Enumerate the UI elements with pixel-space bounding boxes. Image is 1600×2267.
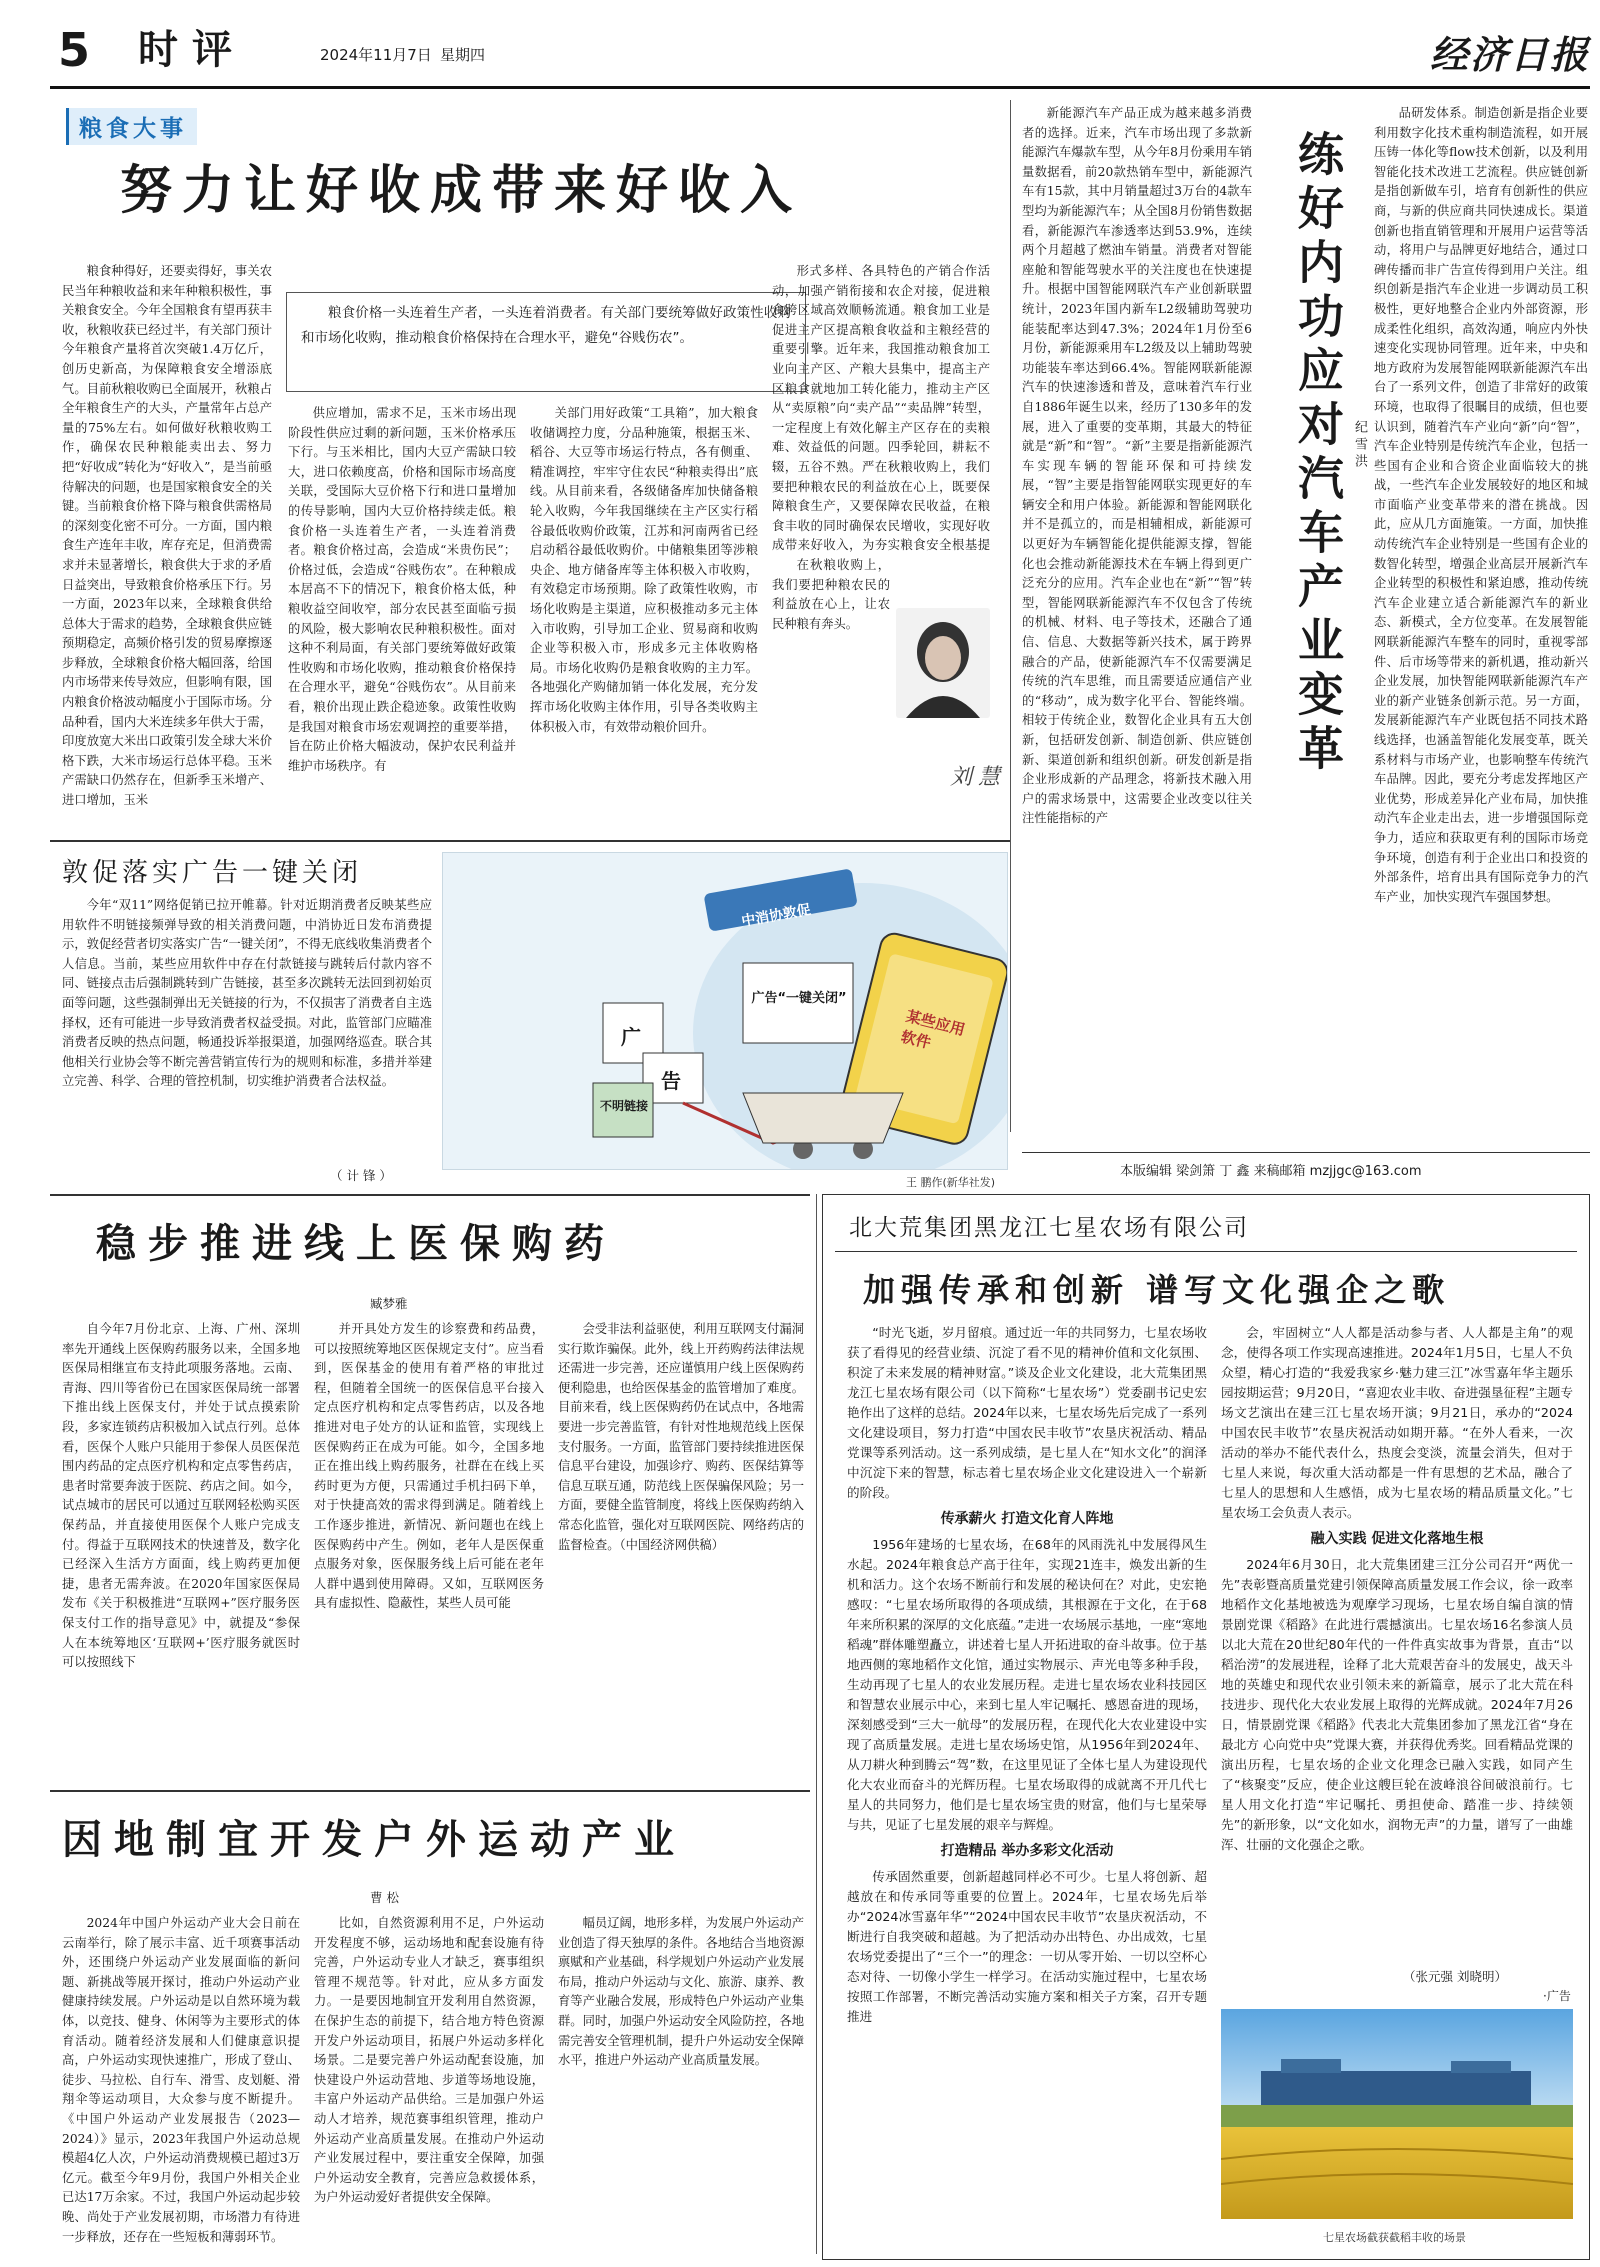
advertorial-paragraph: 会，牢固树立“人人都是活动参与者、人人都是主角”的观念，使得各项工作实现高速推进。2024年1月5日，七星人不负众望，精心打造的“我爱我家乡·魅力建三江”冰雪嘉年华主题乐园按期运营；9月20日，“喜迎农业丰收、奋进强垦征程”主题专场文艺演出在建三江七星农场开演；9月21日，承办的“2024中国农民丰收节”农垦庆祝活动如期开幕。“在外人看来，一次活动的举办不能代表什么，热度会变淡，流量会消失，但对于七星人来说，每次重大活动都是一件有思想的艺术品，融合了七星人的思想和人生感悟，成为七星农场的精品质量文化。”七星农场工会负责人表示。 bbox=[1221, 1325, 1573, 1520]
author-portrait bbox=[896, 608, 990, 718]
issue-weekday: 星期四 bbox=[440, 46, 486, 64]
column-tag bbox=[66, 108, 197, 145]
article5-paragraph: 比如，自然资源利用不足，户外运动开发程度不够，运动场地和配套设施有待完善，户外运动专业人才缺乏，赛事组织管理不规范等。针对此，应从多方面发力。一是要因地制宜开发利用自然资源，在保护生态的前提下，结合地方特色资源开发户外运动项目，拓展户外运动多样化场景。二是要完善户外运动配套设施，加快建设户外运动营地、步道等场地设施，丰富户外运动产品供给。三是加强户外运动人才培养，规范赛事组织管理，推动户外运动产业高质量发展。在推动户外运动产业发展过程中，要注重安全保障，加强户外运动安全教育，完善应急救援体系，为户外运动爱好者提供安全保障。 bbox=[314, 1916, 544, 2205]
lead-box bbox=[286, 292, 806, 392]
cartoon-caption: 王 鹏作(新华社发) bbox=[906, 1176, 996, 1189]
article2-title: 练好内功应对汽车产业变革 bbox=[1291, 130, 1345, 778]
column-divider bbox=[1010, 100, 1011, 1132]
page-number: 5 bbox=[58, 23, 91, 77]
advertorial-subhead-1: 传承薪火 打造文化育人阵地 bbox=[940, 1511, 1114, 1527]
footer-rule bbox=[1022, 1152, 1590, 1153]
section-name: 时评 bbox=[138, 27, 246, 73]
article3-title: 敦促落实广告一键关闭 bbox=[62, 858, 363, 888]
article5-top-rule bbox=[50, 1790, 810, 1792]
article4-paragraph: 并开具处方发生的诊察费和药品费，可以按照统筹地区医保规定支付”。应当看到，医保基金的使用有着严格的审批过程，但随着全国统一的医保信息平台接入定点医疗机构和定点零售药店，以及各地推进对电子处方的认证和监管，实现线上医保购药正在成为可能。如今，全国多地正在推出线上购药服务，社群在在线上买药时更为方便，只需通过手机扫码下单，对于快捷高效的需求得到满足。随着线上工作逐步推进，新情况、新问题也在线上医保购药中产生。例如，老年人是医保重点服务对象，医保服务线上后可能在老年人群中遇到使用障碍。又如，互联网医务具有虚拟性、隐蔽性，某些人员可能 bbox=[314, 1322, 544, 1611]
article4-title: 稳步推进线上医保购药 bbox=[96, 1221, 616, 1267]
article4-paragraph: 会受非法利益驱使，利用互联网支付漏洞实行欺诈骗保。此外，线上开药购药法律法规还需进一步完善，还应谨慎用户线上医保购药便利隐患，也给医保基金的监管增加了难度。目前来看，线上医保购药仍在试点中，各地需要进一步完善监管，有针对性地规范线上医保支付服务。一方面，监管部门要持续推进医保信息平台建设，加强诊疗、购药、医保结算等信息互联互通，防范线上医保骗保风险；另一方面，要健全监管制度，将线上医保购药纳入常态化监管，强化对互联网医院、网络药店的监督检查。（中国经济网供稿） bbox=[558, 1322, 804, 1552]
cartoon-badge-text: 中消协敦促 bbox=[740, 902, 813, 930]
article1-paragraph: 在秋粮收购上，我们要把种粮农民的利益放在心上，让农民种粮有奔头。 bbox=[772, 558, 890, 631]
advertorial-title: 加强传承和创新 谱写文化强企之歌 bbox=[863, 1271, 1451, 1309]
article4-top-rule bbox=[50, 1194, 810, 1196]
article1-paragraph: 供应增加，需求不足，玉米市场出现阶段性供应过剩的新问题，玉米价格承压下行。与玉米相比，国内大豆产需缺口较大，进口依赖度高，价格和国际市场高度关联，受国际大豆价格下行和进口量增加的传导影响，国内大豆价格持续走低。粮食价格一头连着生产者，一头连着消费者。粮食价格过高，会造成“米贵伤民”；价格过低，会造成“谷贱伤农”。在种粮成本居高不下的情况下，粮食价格太低，种粮收益空间收窄，部分农民甚至面临亏损的风险，极大影响农民种粮积极性。面对这种不利局面，有关部门要统筹做好政策性收购和市场化收购，推动粮食价格保持在合理水平，避免“谷贱伤农”。从目前来看，粮价出现止跌企稳迹象。政策性收购是我国对粮食市场宏观调控的重要举措，旨在防止价格大幅波动，保护农民利益并维护市场秩序。有 bbox=[288, 406, 516, 773]
article1-col3 bbox=[530, 404, 758, 832]
article4-author: 臧梦雅 bbox=[370, 1296, 408, 1311]
cartoon-tag-1: 广 bbox=[621, 1025, 641, 1049]
farm-photo bbox=[1221, 2009, 1573, 2219]
advertorial-company: 北大荒集团黑龙江七星农场有限公司 bbox=[849, 1215, 1249, 1241]
article5-title: 因地制宜开发户外运动产业 bbox=[62, 1817, 686, 1863]
column-tag-label: 粮食大事 bbox=[79, 116, 187, 142]
article5-paragraph: 幅员辽阔，地形多样，为发展户外运动产业创造了得天独厚的条件。各地结合当地资源禀赋和产业基础，科学规划户外运动产业发展布局，推动户外运动与文化、旅游、康养、教育等产业融合发展，形成特色户外运动产业集群。同时，加强户外运动安全风险防控，各地需完善安全管理机制，提升户外运动安全保障水平，推进户外运动产业高质量发展。 bbox=[558, 1916, 804, 2068]
advertorial-rule bbox=[835, 1251, 1577, 1252]
article1-paragraph: 关部门用好政策“工具箱”，加大粮食收储调控力度，分品种施策，根据玉米、稻谷、大豆等市场运行特点，各有侧重、精准调控，牢牢守住农民“种粮卖得出”底线。从目前来看，各级储备库加快储备粮轮入收购，今年我国继续在主产区实行稻谷最低收购价政策，江苏和河南两省已经启动稻谷最低收购价。中储粮集团等涉粮央企、地方储备库等主体积极入市收购，有效稳定市场预期。除了政策性收购，市场化收购是主渠道，应积极推动多元主体入市收购，引导加工企业、贸易商和收购企业等积极入市，形成多元主体收购格局。市场化收购仍是粮食收购的主力军。各地强化产购储加销一体化发展，充分发挥市场化收购主体作用，引导各类收购主体积极入市，有效带动粮价回升。 bbox=[530, 406, 758, 734]
article4-paragraph: 自今年7月份北京、上海、广州、深圳率先开通线上医保购药服务以来，全国多地医保局相继宣布支持此项服务落地。云南、青海、四川等省份已在国家医保局统一部署下推出线上医保支付，并处于试点摸索阶段，多家连锁药店积极加入试点行列。总体看，医保个人账户只能用于参保人员医保范围内药品的定点医疗机构和定点零售药店，患者时常要奔波于医院、药店之间。如今，试点城市的居民可以通过互联网轻松购买医保药品，并直接使用医保个人账户完成支付。得益于互联网技术的快速普及，数字化已经深入生活方方面面，线上购药更加便捷，患者无需奔波。在2020年国家医保局发布《关于积极推进“互联网+”医疗服务医保支付工作的指导意见》中，就提及“参保人在本统筹地区‘互联网+’医疗服务就医时可以按照线下 bbox=[62, 1322, 300, 1670]
article1-paragraph: 形式多样、各具特色的产销合作活动，加强产销衔接和农企对接，促进粮食跨区域高效顺畅流通。粮食加工业是促进主产区提高粮食收益和主粮经营的重要引擎。近年来，我国推动粮食加工业向主产区、产粮大县集中，提高主产区粮食就地加工转化能力，推动主产区从“卖原粮”向“卖产品”“卖品牌”转型，一定程度上有效化解主产区存在的卖粮难、效益低的问题。四季轮回，耕耘不辍，五谷不熟。严在秋粮收购上，我们要把种粮农民的利益放在心上，既要保障粮食生产，又要保障农民收益，在粮食丰收的同时确保农民增收，实现好收成带来好收入，为夯实粮食安全根基提 bbox=[772, 264, 990, 553]
article2-author: 纪雪洪 bbox=[1352, 420, 1367, 471]
article5-author: 曹 松 bbox=[370, 1890, 399, 1905]
author-signature: 刘慧 bbox=[950, 765, 1007, 790]
article4-col1 bbox=[62, 1320, 300, 1768]
cartoon bbox=[442, 852, 1008, 1170]
harvest-scene bbox=[1221, 2009, 1573, 2219]
author-photo bbox=[896, 608, 990, 718]
advertorial-ad-mark: ·广告 bbox=[1543, 1989, 1571, 2003]
advertorial-byline: （张元强 刘晓明） bbox=[1403, 1969, 1507, 1984]
masthead-rule bbox=[50, 86, 1590, 89]
newspaper-logo: 经济日报 bbox=[1430, 32, 1591, 77]
cartoon-sign-text: 广告“一键关闭” bbox=[751, 991, 847, 1006]
advertorial-subhead-2: 打造精品 举办多彩文化活动 bbox=[940, 1843, 1114, 1859]
article4-col3 bbox=[558, 1320, 804, 1768]
article3-author: （ 计 锋 ） bbox=[330, 1168, 392, 1183]
article5-col1 bbox=[62, 1914, 300, 2260]
advertorial-col2 bbox=[1221, 1323, 1573, 1963]
article1-paragraph: 粮食种得好，还要卖得好，事关农民当年种粮收益和来年种粮积极性，事关粮食安全。今年全国粮食有望再获丰收，秋粮收获已经过半，有关部门预计今年粮食产量将首次突破1.4万亿斤，创历史新高，为保障粮食安全增添底气。目前秋粮收购已全面展开，秋粮占全年粮食生产的大头，产量常年占总产量的75%左右。如何做好秋粮收购工作，确保农民种粮能卖出去、努力把“好收成”转化为“好收入”，是当前亟待解决的问题，也是国家粮食安全的关键。当前粮食价格下降与粮食供需格局的深刻变化密不可分。一方面，国内粮食生产连年丰收，库存充足，但消费需求并未显著增长，粮食供大于求的矛盾日益突出，导致粮食价格承压下行。另一方面，2023年以来，全球粮食供给总体大于需求的趋势，全球粮食供应链预期稳定，高频价格引发的贸易摩擦逐步释放，全球粮食价格大幅回落，给国内市场带来传导效应，但影响有限，国内粮食价格波动幅度小于国际市场。分品种看，国内大米连续多年供大于需，印度放宽大米出口政策引发全球大米价格下跌，大米市场运行总体平稳。玉米产需缺口仍然存在，但新季玉米增产、进口增加，玉米 bbox=[62, 264, 272, 808]
section-divider bbox=[816, 1194, 817, 2254]
article1-title: 努力让好收成带来好收入 bbox=[120, 161, 803, 221]
cartoon-tag-3: 不明链接 bbox=[599, 1099, 648, 1113]
article2-paragraph: 品研发体系。制造创新是指企业要利用数字化技术重构制造流程，如开展压铸一体化等flow技术创新，以及利用智能化技术改进工艺流程。供应链创新是指创新做车引，培育有创新性的供应商，与新的供应商共同快速成长。渠道创新也指直销管理和开展用户运营等活动，将用户与品牌更好地结合，通过口碑传播而非广告宣传得到用户关注。组织创新是指汽车企业进一步调动员工积极性，更好地整合企业内外部资源，形成柔性化组织，高效沟通，响应内外快速变化实现协同管理。近年来，中央和地方政府为发展智能网联新能源汽车出台了一系列文件，创造了非常好的政策环境，也取得了很瞩目的成绩，但也要认识到，随着汽车产业向“新”向“智”，汽车企业特别是传统汽车企业，包括一些国有企业和合资企业面临较大的挑战，一些汽车企业发展较好的地区和城市面临产业变革带来的潜在挑战。因此，应从几方面施策。一方面，加快推动传统汽车企业特别是一些国有企业的数智化转型，增强企业高层开展新汽车企业转型的积极性和紧迫感，推动传统汽车企业建立适合新能源汽车的新业态、新模式，全方位变革。在发展智能网联新能源汽车整车的同时，重视零部件、后市场等带来的新机遇，推动新兴企业发展，加快智能网联新能源汽车产业的新产业链条创新示范。另一方面，发展新能源汽车产业既包括不同技术路线选择，也涵盖智能化发展变革，既关系材料与市场产业，也影响整车传统汽车品牌。因此，要充分考虑发挥地区产业优势，形成差异化产业布局，加快推动汽车企业走出去，进一步增强国际竞争力，适应和获取更有利的国际市场竞争环境，创造有利于企业出口和投资的外部条件，培育出具有国际竞争力的汽车产业，加快实现汽车强国梦想。 bbox=[1374, 106, 1588, 904]
cartoon-phone-text: 某些应用软件 bbox=[899, 1007, 967, 1053]
lead-text: 粮食价格一头连着生产者，一头连着消费者。有关部门要统筹做好政策性收购和市场化收购，推动粮食价格保持在合理水平，避免“谷贱伤农”。 bbox=[301, 305, 791, 346]
article5-col3 bbox=[558, 1914, 804, 2260]
advertorial-intro: “时光飞逝，岁月留痕。通过近一年的共同努力，七星农场收获了看得见的经营业绩、沉淀了看不见的精神价值和文化氛围、积淀了未来发展的精神财富。”谈及企业文化建设，北大荒集团黑龙江七星农场有限公司（以下简称“七星农场”）党委副书记史宏艳作出了这样的总结。2024年以来，七星农场先后完成了一系列文化建设项目，努力打造“中国农民丰收节”农垦庆祝活动、精品党课等系列活动。这一系列成绩，是七星人在“知水文化”的润泽中沉淀下来的智慧，标志着七星农场企业文化建设进入一个崭新的阶段。 bbox=[847, 1325, 1207, 1500]
article1-col1 bbox=[62, 262, 272, 832]
advertorial-subhead-3: 融入实践 促进文化落地生根 bbox=[1310, 1531, 1484, 1547]
article4-col2 bbox=[314, 1320, 544, 1768]
farm-photo-caption: 七星农场截获截稻丰收的场景 bbox=[1323, 2231, 1466, 2244]
article3-paragraph: 今年“双11”网络促销已拉开帷幕。针对近期消费者反映某些应用软件不明链接频弹导致的相关消费问题，中消协近日发布消费提示，敦促经营者切实落实广告“一键关闭”，不得无底线收集消费者个人信息。当前，某些应用软件中存在付款链接与跳转后付款内容不同、链接点击后强制跳转到广告链接，甚至多次跳转无法回到初始页面等问题，这些强制弹出无关链接的行为，不仅损害了消费者自主选择权，还有可能进一步导致消费者权益受损。对此，监管部门应瞄准消费者反映的热点问题，畅通投诉举报渠道，加强网络巡查。联合其他相关行业协会等不断完善营销宣传行为的规则和标准，多措并举建立完善、科学、合理的管控机制，切实维护消费者合法权益。 bbox=[62, 898, 432, 1089]
advertorial-paragraph: 传承固然重要，创新超越同样必不可少。七星人将创新、超越放在和传承同等重要的位置上。2024年，七星农场先后举办“2024冰雪嘉年华”“2024中国农民丰收节”农垦庆祝活动，不断进行自我突破和超越。为了把活动办出特色、办出成效，七星农场党委提出了“三个一”的理念：一切从零开始、一切以空杯心态对待、一切像小学生一样学习。在活动实施过程中，七星农场按照工作部署，不断完善活动实施方案和相关子方案，召开专题推进 bbox=[847, 1869, 1207, 2024]
cartoon-tag-2: 告 bbox=[661, 1069, 681, 1093]
advertorial-paragraph: 1956年建场的七星农场，在68年的风雨洗礼中发展得风生水起。2024年粮食总产高于往年，实现21连丰，焕发出新的生机和活力。这个农场不断前行和发展的秘诀何在？对此，史宏艳感叹：“七星农场所取得的各项成绩，其根源在于文化，在于68年来所积累的深厚的文化底蕴。”走进一农场展示基地，一座“寒地稻魂”群体雕塑矗立，讲述着七星人开拓进取的奋斗故事。位于基地西侧的寒地稻作文化馆，通过实物展示、声光电等多种手段，生动再现了七星人的农业发展历程。走进七星农场农业科技园区和智慧农业展示中心，来到七星人牢记嘱托、感恩奋进的现场，深刻感受到“三大一航母”的发展历程，在现代化大农业建设中实现了高质量发展。走进七星农场场史馆，从1956年到2024年、从刀耕火种到腾云“驾”数，在这里见证了全体七星人为建设现代化大农业而奋斗的光辉历程。七星农场取得的成就离不开几代七星人的共同努力，他们是七星农场宝贵的财富，他们与七星荣辱与共，见证了七星发展的艰辛与辉煌。 bbox=[847, 1537, 1207, 1832]
article3-body bbox=[62, 896, 432, 1176]
article1-col4 bbox=[772, 262, 990, 558]
article2-paragraph: 新能源汽车产品正成为越来越多消费者的选择。近来，汽车市场出现了多款新能源汽车爆款车型，从今年8月份乘用车销量数据看，前20款热销车型中，新能源汽车有15款，其中月销量超过3万台的4款车型均为新能源汽车；从全国8月份销售数据看，新能源汽车渗透率达到53.9%，连续两个月超越了燃油车销量。消费者对智能座舱和智能驾驶水平的关注度也在快速提升。根据中国智能网联汽车产业创新联盟统计，2023年国内新车L2级辅助驾驶功能装配率达到47.3%；2024年1月份至6月份，新能源乘用车L2级及以上辅助驾驶功能装车率达到66.4%。智能网联新能源汽车的快速渗透和普及，意味着汽车行业自1886年诞生以来，经历了130多年的发展，进入了重要的变革期，其最大的特征就是“新”和“智”。“新”主要是指新能源汽车实现车辆的智能环保和可持续发展，“智”主要是指智能网联实现更好的车辆安全和用户体验。新能源和智能网联化并不是孤立的，而是相辅相成，新能源可以更好为车辆智能化提供能源支撑，智能化也会推动新能源技术在车辆上得到更广泛充分的应用。汽车企业也在“新”“智”转型，智能网联新能源汽车不仅包含了传统的机械、材料、电子等技术，还融合了通信、信息、大数据等新兴技术，属于跨界融合的产品，使新能源汽车不仅需要满足传统的汽车思维，而且需要适应通信产业的“移动”，成为数字化平台、智能终端。相较于传统企业，数智化企业具有五大创新，包括研发创新、制造创新、供应链创新、渠道创新和组织创新。研发创新是指企业形成新的产品理念，将新技术融入用户的需求场景中，这需要企业改变以往关注性能指标的产 bbox=[1022, 106, 1252, 826]
masthead bbox=[50, 22, 1590, 82]
issue-date: 2024年11月7日 bbox=[320, 46, 432, 64]
article3-top-rule bbox=[50, 840, 1010, 842]
advertorial-box bbox=[822, 1194, 1590, 2260]
article2-col2 bbox=[1374, 104, 1588, 1144]
article5-col2 bbox=[314, 1914, 544, 2260]
advertorial-col1 bbox=[847, 1323, 1207, 2253]
advertorial-paragraph: 2024年6月30日，北大荒集团建三江分公司召开“两优一先”表彰暨高质量党建引领保障高质量发展工作会议，徐一政率地稻作文化基地被选为观摩学习现场，七星农场自编自演的情景剧党课《稻路》在此进行震撼演出。七星农场16名参演人员以北大荒在20世纪80年代的一件件真实故事为背景，直击“以稻治涝”的发展进程，诠释了北大荒艰苦奋斗的发展史，战天斗地的英雄史和现代农业引领未来的新篇章，展示了北大荒在科技进步、现代化大农业发展上取得的光辉成就。2024年7月26日，情景剧党课《稻路》代表北大荒集团参加了黑龙江省“身在最北方 心向党中央”党课大赛，并获得优秀奖。回看精品党课的演出历程，七星农场的企业文化理念已融入实践，如同产生了“核聚变”反应，使企业这艘巨轮在波峰浪谷间破浪前行。七星人用文化打造“牢记嘱托、勇担使命、踏准一步、持续领先”的新形象，以“文化如水，润物无声”的力量，谱写了一曲雄浑、壮丽的文化强企之歌。 bbox=[1221, 1557, 1573, 1852]
article1-col2 bbox=[288, 404, 516, 832]
page-footer: 本版编辑 梁剑箫 丁 鑫 来稿邮箱 mzjjgc@163.com bbox=[1120, 1164, 1422, 1179]
article1-col4b bbox=[772, 556, 890, 832]
article5-paragraph: 2024年中国户外运动产业大会日前在云南举行，除了展示丰富、近千项赛事活动外，还围绕户外运动产业发展面临的新问题、新挑战等展开探讨，推动户外运动产业健康持续发展。户外运动是以自然环境为载体，以竞技、健身、休闲等为主要形式的体育活动。随着经济发展和人们健康意识提高，户外运动实现快速推广，形成了登山、徒步、马拉松、自行车、滑雪、皮划艇、滑翔伞等运动项目，大众参与度不断提升。《中国户外运动产业发展报告（2023—2024）》显示，2023年我国户外运动总规模超4亿人次，户外运动消费规模已超过3万亿元。截至今年9月份，我国户外相关企业已达17万余家。不过，我国户外运动起步较晚、尚处于产业发展初期，市场潜力有待进一步释放，还存在一些短板和薄弱环节。 bbox=[62, 1916, 300, 2244]
article2-col1 bbox=[1022, 104, 1252, 1144]
